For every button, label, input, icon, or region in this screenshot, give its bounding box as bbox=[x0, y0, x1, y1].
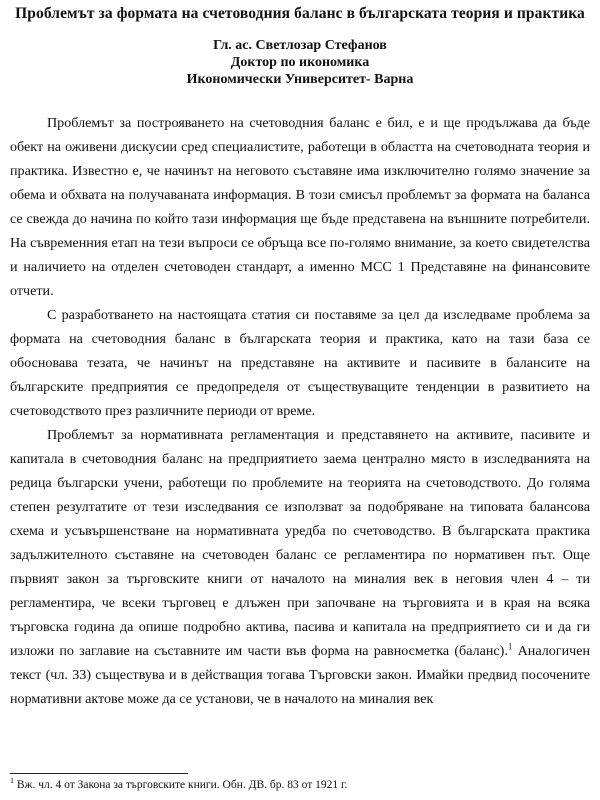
footnote-number: 1 bbox=[10, 776, 14, 786]
paragraph-1: Проблемът за построяването на счетоводния баланс е бил, е и ще продължава да бъде обект на оживени дискусии сред специалистите, работещи в областта на счетоводната теория и практика. Известно е, че начинът на неговото съставяне има изключително голямо значение за обема и обхвата на получаваната информация. В този смисъл проблемът за формата на баланса се свежда до начина по който тази информация ще бъде представена на външните потребители. На съвременния етап на тези въпроси се обръща все по-голямо внимание, за което свидетелства и наличието на отделен счетоводен стандарт, а именно МСС 1 Представяне на финансовите отчети. bbox=[10, 115, 590, 299]
author-degree: Доктор по икономика bbox=[230, 55, 370, 70]
footnote-text: Вж. чл. 4 от Закона за търговските книги. Обн. ДВ. бр. 83 от 1921 г. bbox=[14, 779, 348, 791]
footnote-separator bbox=[10, 773, 188, 774]
paragraph-3-continuation: Аналогичен текст (чл. 33) съществува и в действащия тогава Търговски закон. Имайки предвид посочените нормативни актове може да се установи, че в началото на миналия век bbox=[10, 643, 590, 707]
author-affiliation: Икономически Университет- Варна bbox=[186, 72, 414, 87]
footnote bbox=[10, 778, 347, 792]
author-name: Гл. ас. Светлозар Стефанов bbox=[213, 38, 387, 53]
paragraph-3-text: Проблемът за нормативната регламентация и представянето на активите, пасивите и капитала в счетоводния баланс на предприятието заема централно място в изследванията на редица български учени, работещи по проблемите на теорията на счетоводството. До голяма степен резултатите от тези изследвания се използват за подобряване на типовата балансова схема и усъвършенстване на нормативната уредба по счетоводство. В българската практика задължителното съставяне на счетоводен баланс се регламентира по нормативен път. Още първият закон за търговските книги от началото на миналия век в неговия член 4 – ти регламентира, че всеки търговец е длъжен при започване на търговията и в края на всяка търговска година да опише подробно актива, пасива и капитала на предприятието си и да ги изложи по заглавие на съставните им части във форма на равносметка (баланс). bbox=[10, 427, 590, 659]
paragraph-2: С разработването на настоящата статия си поставяме за цел да изследваме проблема за формата на счетоводния баланс в българската теория и практика, като на тази база се обосновава тезата, че начинът на представяне на активите и пасивите в балансите на българските предприятия се предопределя от съществуващите тенденции в развитието на счетоводството през различните периоди от време. bbox=[10, 307, 590, 419]
paragraph-3 bbox=[10, 423, 590, 711]
footnote-reference[interactable]: 1 bbox=[507, 641, 513, 652]
article-title: Проблемът за формата на счетоводния баланс в българската теория и практика bbox=[15, 5, 585, 22]
author-block bbox=[10, 37, 590, 88]
